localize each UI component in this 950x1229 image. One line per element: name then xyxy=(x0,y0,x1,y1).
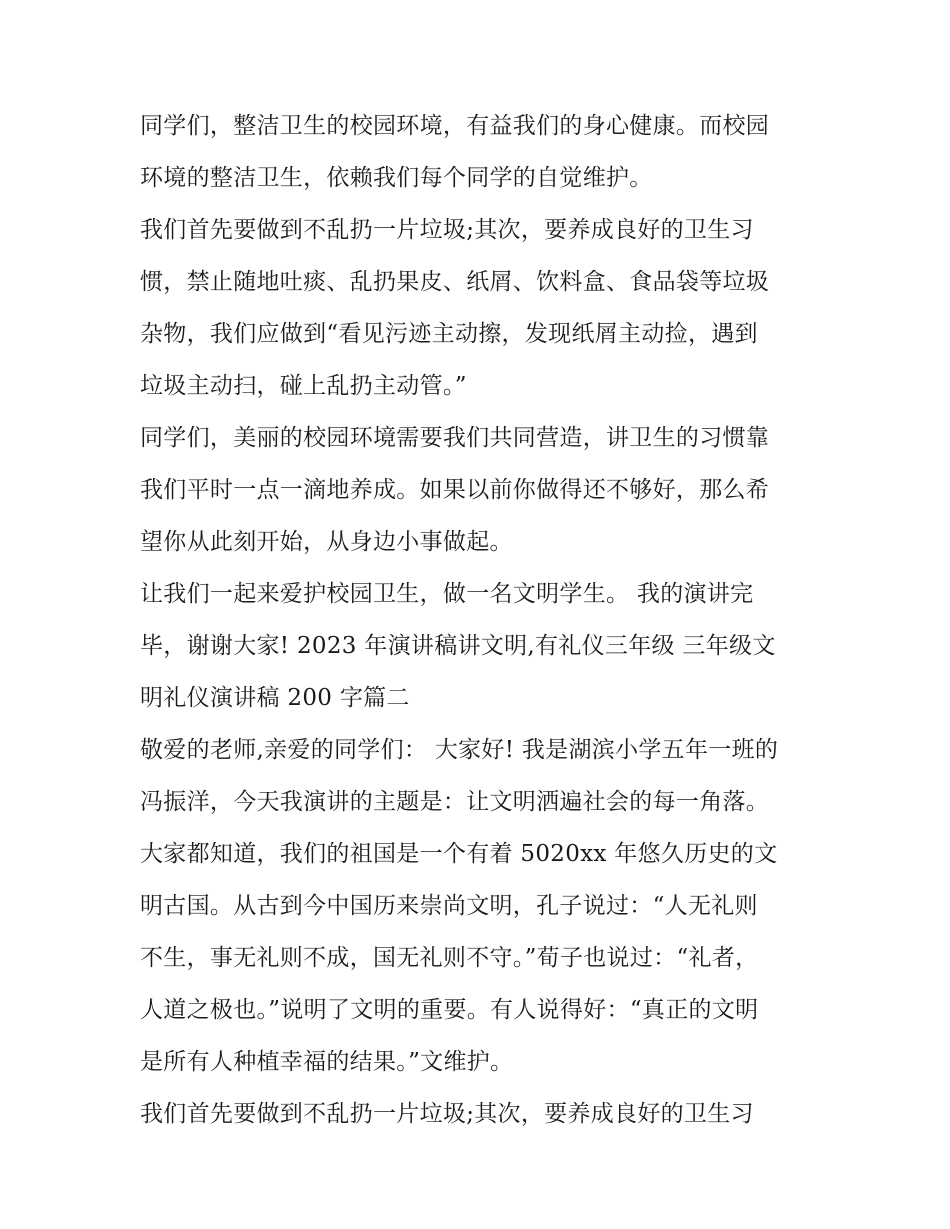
text-line: 人道之极也。”说明了文明的重要。有人说得好：“真正的文明 xyxy=(140,997,759,1023)
text-line: 是所有人种植幸福的结果。”文维护。 xyxy=(140,1049,514,1075)
text-line: 环境的整洁卫生，依赖我们每个同学的自觉维护。 xyxy=(140,165,653,191)
text-line: 敬爱的老师,亲爱的同学们： 大家好! 我是湖滨小学五年一班的 xyxy=(140,737,779,763)
text-line: 不生，事无礼则不成，国无礼则不守。”荀子也说过：“礼者， xyxy=(140,945,759,971)
text-line: 冯振洋，今天我演讲的主题是：让文明洒遍社会的每一角落。 xyxy=(140,789,770,815)
text-line: 垃圾主动扫，碰上乱扔主动管。” xyxy=(140,373,467,399)
text-line: 我们首先要做到不乱扔一片垃圾;其次，要养成良好的卫生习 xyxy=(140,1101,754,1127)
text-line: 望你从此刻开始，从身边小事做起。 xyxy=(140,529,513,555)
text-line: 让我们一起来爱护校园卫生，做一名文明学生。 我的演讲完 xyxy=(140,581,754,607)
text-line: 惯，禁止随地吐痰、乱扔果皮、纸屑、饮料盒、食品袋等垃圾 xyxy=(140,269,770,295)
text-line: 同学们，整洁卫生的校园环境，有益我们的身心健康。而校园 xyxy=(140,113,770,139)
text-line: 明古国。从古到今中国历来崇尚文明，孔子说过：“人无礼则 xyxy=(140,893,758,919)
text-line: 我们首先要做到不乱扔一片垃圾;其次，要养成良好的卫生习 xyxy=(140,217,754,243)
document-body xyxy=(140,110,820,1150)
text-line: 杂物，我们应做到“看见污迹主动擦，发现纸屑主动捡，遇到 xyxy=(140,321,758,347)
text-line: 毕，谢谢大家! 2023 年演讲稿讲文明,有礼仪三年级 三年级文 xyxy=(140,633,776,659)
text-line: 大家都知道，我们的祖国是一个有着 5020xx 年悠久历史的文 xyxy=(140,841,778,867)
text-line: 同学们，美丽的校园环境需要我们共同营造，讲卫生的习惯靠 xyxy=(140,425,770,451)
text-line: 我们平时一点一滴地养成。如果以前你做得还不够好，那么希 xyxy=(140,477,770,503)
text-line: 明礼仪演讲稿 200 字篇二 xyxy=(140,685,410,711)
